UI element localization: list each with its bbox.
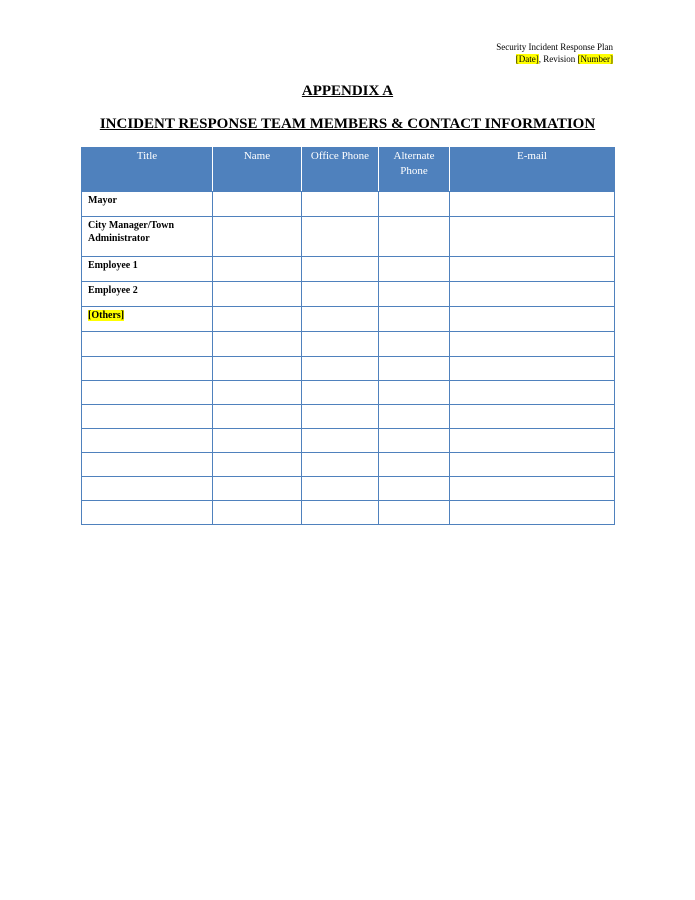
table-row [82, 381, 615, 405]
table-row [82, 501, 615, 525]
name-cell [213, 453, 302, 477]
title-cell [82, 501, 213, 525]
office-phone-cell [302, 405, 379, 429]
table-row [82, 453, 615, 477]
column-header-name: Name [213, 148, 302, 192]
email-cell [450, 257, 615, 282]
running-header [496, 41, 613, 65]
title-cell [82, 405, 213, 429]
table-header-row [82, 148, 615, 192]
name-cell [213, 307, 302, 332]
alternate-phone-cell [379, 429, 450, 453]
title-cell [82, 453, 213, 477]
date-placeholder: [Date] [515, 54, 539, 64]
title-cell [82, 477, 213, 501]
alternate-phone-cell [379, 332, 450, 357]
office-phone-cell [302, 307, 379, 332]
title-cell [82, 307, 213, 332]
name-cell [213, 501, 302, 525]
header-doc-title: Security Incident Response Plan [496, 42, 613, 52]
email-cell [450, 217, 615, 257]
name-cell [213, 192, 302, 217]
column-header-office-phone: Office Phone [302, 148, 379, 192]
email-cell [450, 381, 615, 405]
office-phone-cell [302, 217, 379, 257]
alternate-phone-cell [379, 477, 450, 501]
table-row [82, 257, 615, 282]
office-phone-cell [302, 501, 379, 525]
contact-table [81, 147, 615, 525]
office-phone-cell [302, 282, 379, 307]
email-cell [450, 453, 615, 477]
column-header-alternate-phone: Alternate Phone [379, 148, 450, 192]
column-header-title: Title [82, 148, 213, 192]
name-cell [213, 381, 302, 405]
appendix-title: APPENDIX A [301, 83, 394, 99]
office-phone-cell [302, 192, 379, 217]
alternate-phone-cell [379, 381, 450, 405]
name-cell [213, 477, 302, 501]
office-phone-cell [302, 332, 379, 357]
table-row [82, 357, 615, 381]
alternate-phone-cell [379, 307, 450, 332]
alternate-phone-cell [379, 217, 450, 257]
table-row [82, 307, 615, 332]
table-row [82, 217, 615, 257]
alternate-phone-cell [379, 405, 450, 429]
table-row [82, 192, 615, 217]
others-placeholder: [Others] [88, 310, 125, 321]
title-cell [82, 381, 213, 405]
email-cell [450, 192, 615, 217]
table-row [82, 477, 615, 501]
number-placeholder: [Number] [577, 54, 613, 64]
office-phone-cell [302, 357, 379, 381]
header-revision-line [496, 53, 613, 65]
table-row [82, 332, 615, 357]
table-row [82, 429, 615, 453]
revision-label: , Revision [538, 54, 578, 64]
office-phone-cell [302, 477, 379, 501]
title-cell [82, 357, 213, 381]
name-cell [213, 217, 302, 257]
alternate-phone-cell [379, 192, 450, 217]
office-phone-cell [302, 429, 379, 453]
office-phone-cell [302, 381, 379, 405]
email-cell [450, 307, 615, 332]
alternate-phone-cell [379, 257, 450, 282]
title-cell [82, 429, 213, 453]
name-cell [213, 282, 302, 307]
title-cell: Mayor [82, 192, 213, 217]
office-phone-cell [302, 453, 379, 477]
name-cell [213, 332, 302, 357]
email-cell [450, 477, 615, 501]
table-row [82, 405, 615, 429]
name-cell [213, 429, 302, 453]
alternate-phone-cell [379, 282, 450, 307]
column-header-email: E-mail [450, 148, 615, 192]
title-cell: City Manager/Town Administrator [82, 217, 213, 257]
office-phone-cell [302, 257, 379, 282]
alternate-phone-cell [379, 453, 450, 477]
alternate-phone-cell [379, 501, 450, 525]
name-cell [213, 257, 302, 282]
email-cell [450, 332, 615, 357]
table-row [82, 282, 615, 307]
email-cell [450, 282, 615, 307]
name-cell [213, 405, 302, 429]
alternate-phone-cell [379, 357, 450, 381]
email-cell [450, 357, 615, 381]
title-cell: Employee 1 [82, 257, 213, 282]
name-cell [213, 357, 302, 381]
email-cell [450, 429, 615, 453]
title-cell [82, 332, 213, 357]
title-cell: Employee 2 [82, 282, 213, 307]
section-title: INCIDENT RESPONSE TEAM MEMBERS & CONTACT INFORMATION [99, 116, 596, 132]
email-cell [450, 405, 615, 429]
email-cell [450, 501, 615, 525]
